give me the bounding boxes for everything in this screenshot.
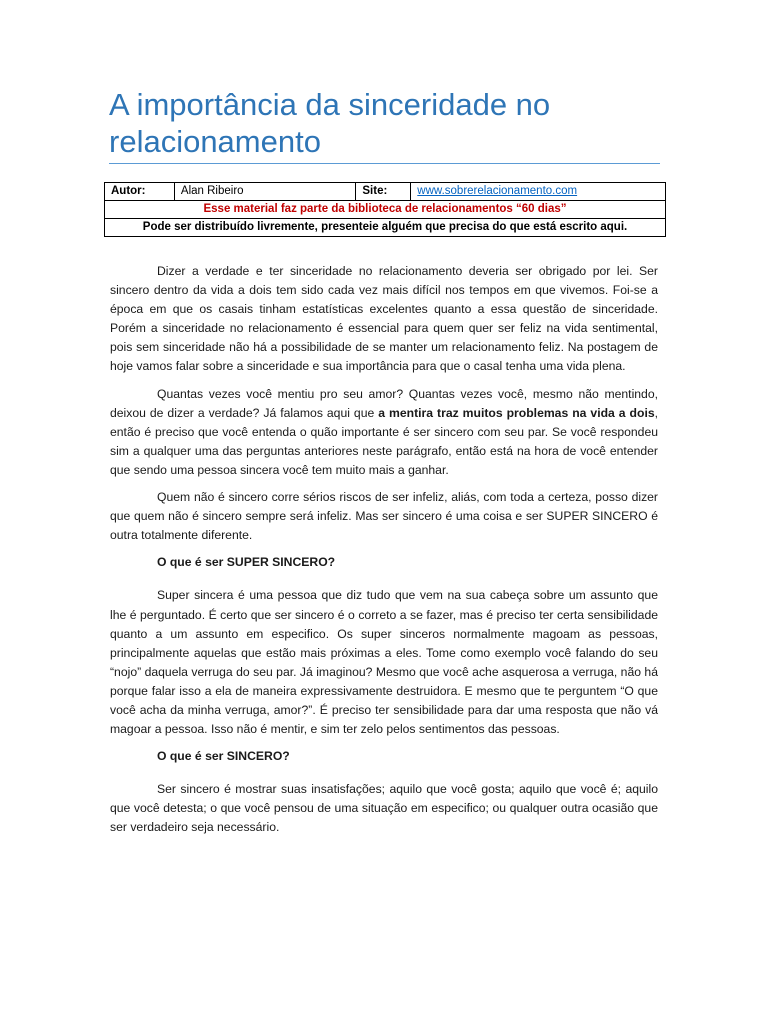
library-note-row bbox=[105, 201, 666, 219]
paragraph-4: Super sincera é uma pessoa que diz tudo que vem na sua cabeça sobre um assunto que lhe é perguntado. É certo que ser sincero é o correto a se fazer, mas é preciso ter certa sensibilidade quanto a um assunto em especifico. Os super sinceros normalmente magoam as pessoas, principalmente aquelas que estão mais próximas a eles. Tome como exemplo você falando do seu “nojo” daquela verruga do seu par. Já imaginou? Mesmo que você ache asquerosa a verruga, não há porque falar isso a ela de maneira expressivamente destruidora. E mesmo que te perguntem “O que você acha da minha verruga, amor?”. É preciso ter sensibilidade para dar uma resposta que não vá magoar a pessoa. Isso não é mentir, e sim ter zelo pelos sentimentos das pessoas. bbox=[110, 588, 658, 737]
paragraph-2-text-b: , então é preciso que você entenda o quão importante é ser sincero com seu par. Se você respondeu sim a qualquer uma das perguntas anteriores neste parágrafo, então está na hora de você entender que sendo uma pessoa sincera você tem muito mais a ganhar. bbox=[110, 405, 658, 477]
site-label: Site: bbox=[356, 183, 411, 201]
info-table bbox=[104, 182, 666, 237]
mentira-link-text: a mentira traz muitos problemas na vida a dois bbox=[378, 405, 655, 420]
author-value: Alan Ribeiro bbox=[174, 183, 355, 201]
site-cell bbox=[411, 183, 666, 201]
section-heading-sincero: O que é ser SINCERO? bbox=[157, 749, 290, 764]
article-body bbox=[110, 262, 658, 846]
paragraph-5: Ser sincero é mostrar suas insatisfações; aquilo que você gosta; aquilo que você é; aquilo que você detesta; o que você pensou de uma situação em especifico; ou qualquer outra ocasião que ser verdadeiro seja necessário. bbox=[110, 782, 658, 835]
site-link[interactable]: www.sobrerelacionamento.com bbox=[417, 185, 578, 197]
author-label: Autor: bbox=[105, 183, 175, 201]
paragraph-1: Dizer a verdade e ter sinceridade no relacionamento deveria ser obrigado por lei. Ser sincero dentro da vida a dois tem sido cada vez mais difícil nos tempos em que vivemos. Foi-se a época em que os casais tinham estatísticas excelentes quanto a essa questão de sinceridade. Porém a sinceridade no relacionamento é essencial para quem quer ser feliz na vida sentimental, pois sem sinceridade não há a possibilidade de se manter um relacionamento feliz. Na postagem de hoje vamos falar sobre a sinceridade e sua importância para que o casal tenha uma vida plena. bbox=[110, 264, 658, 374]
section-heading-super-sincero: O que é ser SUPER SINCERO? bbox=[157, 555, 336, 570]
distribution-note: Pode ser distribuído livremente, presenteie alguém que precisa do que está escrito aqui. bbox=[105, 219, 666, 237]
paragraph-2 bbox=[110, 385, 658, 480]
paragraph-2-text-a: Quantas vezes você mentiu pro seu amor? Quantas vezes você, mesmo não mentindo, deixou de dizer a verdade? Já falamos aqui que bbox=[110, 386, 658, 420]
library-note: Esse material faz parte da biblioteca de relacionamentos “60 dias” bbox=[105, 201, 666, 219]
title-underline-rule bbox=[109, 163, 660, 164]
distribution-note-row bbox=[105, 219, 666, 237]
paragraph-3: Quem não é sincero corre sérios riscos de ser infeliz, aliás, com toda a certeza, posso dizer que quem não é sincero sempre será infeliz. Mas ser sincero é uma coisa e ser SUPER SINCERO é outra totalmente diferente. bbox=[110, 490, 658, 543]
author-row bbox=[105, 183, 666, 201]
page-title: A importância da sinceridade no relacionamento bbox=[109, 87, 551, 159]
